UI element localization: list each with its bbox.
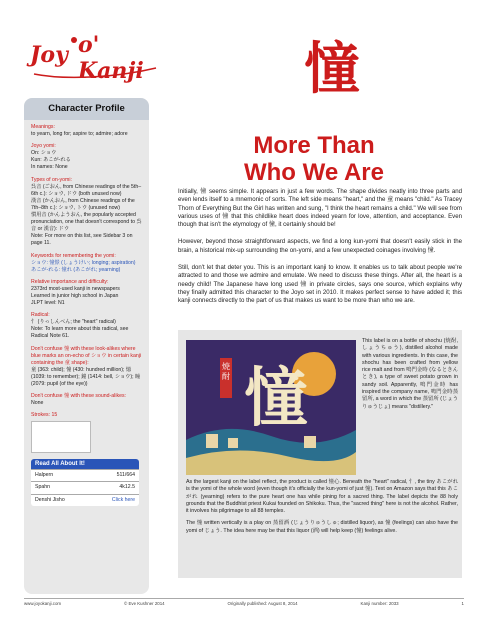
meanings-text: to yearn, long for; aspire to; admire; adore — [31, 131, 128, 138]
featured-kanji: 憧 — [304, 37, 360, 102]
ref-link-click-here[interactable]: Click here — [111, 496, 135, 503]
ref-value: 511/664 — [116, 472, 135, 479]
paragraph-2: However, beyond those straightforward aspects, we find a long kun-yomi that doesn't easily stick in the brain, a historical mix-up surrounding the on-yomi, and a few unexpected coinages involving 憧. — [178, 238, 462, 254]
radical-label: Radical: — [31, 312, 50, 319]
sidebar-header: Character Profile — [24, 98, 149, 120]
on-yomi: On: ショウ — [31, 150, 57, 157]
box-text-bottom — [186, 479, 458, 540]
paragraph-1: Initially, 憧 seems simple. It appears in just a few words. The shape divides neatly into three parts and even lends itself to a mnemonic of sorts. The left side means "heart," and the 童 means "child." As Tracey Thorn of Everything But the Girl has written and sung, "I think the heart remains a child." We will see from various uses of 憧 that this childlike heart does indeed yearn for love, attention, and acceptance. Even though that isn't the etymology of 憧, it certainly should be! — [178, 188, 462, 229]
box-bottom-paragraph-2: The 憧 written vertically is a play on 蒸留酒 (じょうりゅうしゅ; distilled liquor), as 憧 (feelings) can also have the yomi of じょう. The idea here may be that this liquor (酒) will help keep (憧) feelings alive. — [186, 520, 458, 534]
box-right-paragraph: This label is on a bottle of shochu (焼酎, しょうちゅう), distilled alcohol made with various ingredients. In this case, the shochu has been crafted from yellow rice malt and from 鳴門金時 (なるときんとき), a type of sweet potato grown in sandy soil. Apparently, 鳴門金時 has inspired the company name, 鳴門金時蒸留所, a word in which the 蒸留所 (じょうりゅうじょ) means "distillery." — [362, 338, 458, 410]
page-title — [214, 132, 414, 186]
title-line-1: More Than — [253, 132, 375, 159]
meanings-label: Meanings: — [31, 124, 55, 130]
ref-name: Halpern — [35, 472, 54, 479]
types-label: Types of on-yomi: — [31, 176, 72, 183]
footer-kanji-number: Kanji number: 2033 — [360, 601, 399, 606]
keywords-label: Keywords for remembering the yomi: — [31, 252, 116, 259]
page-footer — [24, 598, 464, 606]
footer-published: Originally published: August 8, 2014 — [227, 601, 298, 606]
footer-site[interactable]: www.joyokanji.com — [24, 601, 62, 606]
box-bottom-paragraph-1: As the largest kanji on the label reflect, the product is called 憧心. Beneath the "heart" radical, 忄, the tiny あこがれ is the yomi of the whole word (even though it's officially the kun-yomi of just 憧). Text on Amazon says that this あこがれ (yearning) refers to the pure heart one has while pining for a sacred thing. The label depicts the 88 holy grounds that the Buddhist priest Kukai founded on Shikoku. Thus, the "sacred thing" here is not the alcohol. Rather, it involves his pilgrimage to all 88 temples. — [186, 479, 458, 515]
read-all-table — [31, 459, 139, 505]
logo-text-kanji: o' Kanji — [78, 32, 144, 84]
ref-row-halpern — [31, 469, 139, 481]
ref-value: 4k12.5 — [119, 484, 135, 491]
paragraph-3: Still, don't let that deter you. This is an important kanji to know. It enables us to talk about people we're attracted to and those we admire and emulate. We need to discuss these things. After all, the heart is a needy child! The Japanese have long used 憧 in private circles, says one source, which explains why they finally admitted this character to the Joyo set in 2010. It makes perfect sense to have added it; this kanji connects directly to the part of us that makes us want to be more than who we are. — [178, 264, 462, 305]
relative-school: Learned in junior high school in Japan — [31, 292, 119, 299]
strokes-count: Strokes: 15 — [31, 412, 58, 419]
joyo-label: Joyo yomi: — [31, 143, 56, 150]
stroke-order-diagram — [31, 421, 91, 453]
photo-kanji: 憧 — [244, 361, 308, 436]
title-line-2: Who We Are — [243, 159, 384, 186]
ref-row-spahn — [31, 481, 139, 493]
read-all-title: Read All About It! — [31, 459, 139, 469]
box-text-right — [362, 338, 458, 416]
relative-jlpt: JLPT level: N1 — [31, 300, 65, 307]
article-body — [178, 188, 462, 315]
go-on: 呉音 (ごおん, from Chinese readings of the 5th–6th c.): ショウ, ドウ (both unused now) — [31, 183, 142, 197]
radical-text: 忄 (りっしんべん; the "heart" radical) — [31, 319, 116, 326]
ref-name: Spahn — [35, 484, 51, 491]
types-note[interactable]: Note: For more on this list, see Sidebar 3 on page 11. — [31, 233, 133, 247]
keyword-on: ショウ: 憧憬 (しょうけい; longing; aspiration) — [31, 259, 136, 266]
logo-text-joy: Joy — [30, 42, 68, 68]
radical-note[interactable]: Note: To learn more about this radical, see Radical Note 61. — [31, 326, 129, 340]
soundalike-text: None — [31, 400, 44, 407]
keyword-kun: あこが-れる: 憧れ (あこがれ; yearning) — [31, 266, 121, 273]
footer-copyright: © Eve Kushner 2014 — [124, 601, 165, 606]
photo-label-vertical: 焼酎 — [222, 362, 230, 381]
relative-label: Relative importance and difficulty: — [31, 278, 109, 285]
kun-yomi: Kun: あこが-れる — [31, 157, 71, 164]
soundalike-label: Don't confuse 憧 with these sound-alikes: — [31, 393, 126, 400]
relative-frequency: 2373rd most-used kanji in newspapers — [31, 285, 120, 292]
kan-on: 漢音 (かんおん, from Chinese readings of the 7th–8th c.): ショウ, トウ (unused now) — [31, 197, 135, 211]
ref-name: Denshi Jisho — [35, 496, 65, 503]
logo — [24, 28, 164, 84]
kanyo-on: 慣用音 (かんようおん, the popularly accepted pronunciation, one that doesn't correspond to 呉音 or 漢音): ドウ — [31, 212, 142, 233]
footer-page-number: 1 — [461, 601, 464, 606]
lookalike-list: 童 (363: child); 憧 (430: hundred million); 憶 (1039: to remember); 鐘 (1414: bell, ショウ); 瞳 (2079: pupil (of the eye)) — [31, 366, 141, 387]
names-yomi: In names: None — [31, 164, 68, 171]
lookalike-label: Don't confuse 憧 with these look-alikes where blue marks an on-echo of ショウ in certain kanji containing the 童 shape): — [31, 345, 142, 366]
shochu-label-photo — [186, 340, 356, 475]
character-profile-sidebar — [24, 98, 149, 594]
ref-row-denshi-jisho[interactable] — [31, 494, 139, 506]
